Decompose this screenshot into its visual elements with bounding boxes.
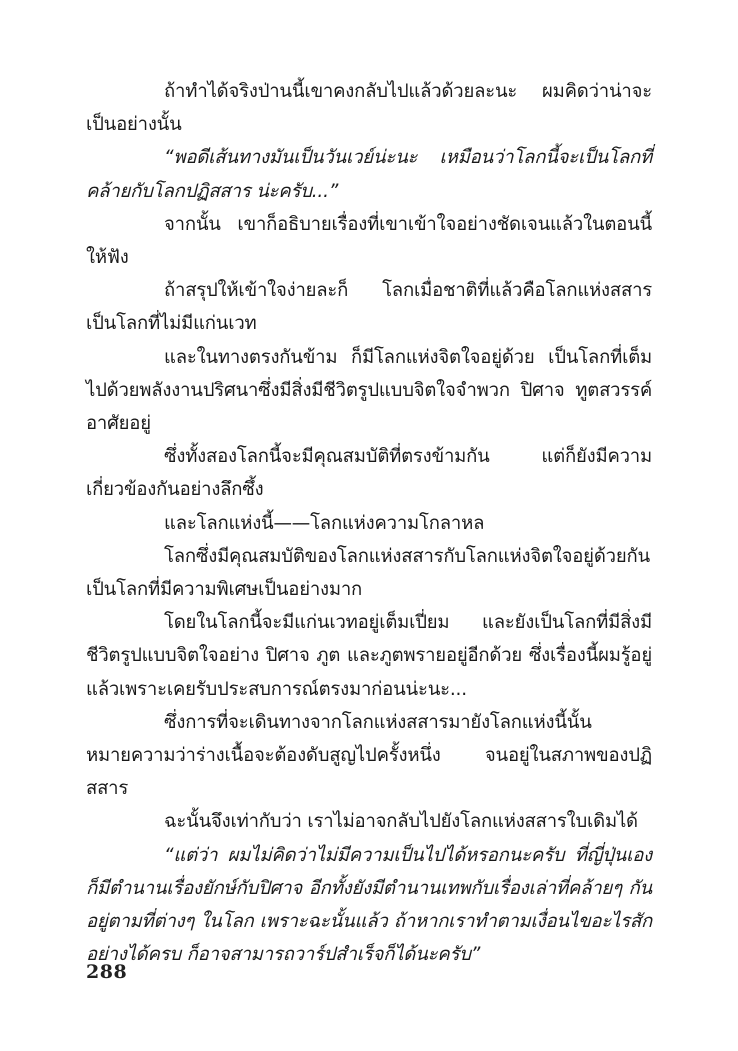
paragraph: จากนั้น เขาก็อธิบายเรื่องที่เขาเข้าใจอย่างชัดเจนแล้วในตอนนี้ให้ฟัง: [86, 213, 652, 269]
paragraph: โดยในโลกนี้จะมีแก่นเวทอยู่เต็มเปี่ยม และยังเป็นโลกที่มีสิ่งมีชีวิตรูปแบบจิตใจอย่าง ปิศาจ ภูต และภูตพรายอยู่อีกด้วย ซึ่งเรื่องนี้ผมรู้อยู่แล้วเพราะเคยรับประสบการณ์ตรงมาก่อนน่ะนะ...: [86, 612, 652, 700]
paragraph: ฉะนั้นจึงเท่ากับว่า เราไม่อาจกลับไปยังโลกแห่งสสารใบเดิมได้: [164, 811, 638, 833]
paragraph: โลกซึ่งมีคุณสมบัติของโลกแห่งสสารกับโลกแห่งจิตใจอยู่ด้วยกันเป็นโลกที่มีความพิเศษเป็นอย่างมาก: [86, 545, 650, 601]
dialogue-paragraph: “พอดีเส้นทางมันเป็นวันเวย์น่ะนะ เหมือนว่าโลกนี้จะเป็นโลกที่คล้ายกับโลกปฏิสสาร น่ะครับ...”: [86, 147, 652, 202]
page-body: [86, 75, 652, 971]
dialogue-paragraph: “แต่ว่า ผมไม่คิดว่าไม่มีความเป็นไปได้หรอกนะครับ ที่ญี่ปุ่นเองก็มีตำนานเรื่องยักษ์กับปิศาจ อีกทั้งยังมีตำนานเทพกับเรื่องเล่าที่คล้ายๆ กันอยู่ตามที่ต่างๆ ในโลก เพราะฉะนั้นแล้ว ถ้าหากเราทำตามเงื่อนไขอะไรสักอย่างได้ครบ ก็อาจสามารถวาร์ปสำเร็จก็ได้นะครับ”: [86, 844, 652, 966]
page-number: 288: [86, 961, 128, 983]
paragraph: และในทางตรงกันข้าม ก็มีโลกแห่งจิตใจอยู่ด้วย เป็นโลกที่เต็มไปด้วยพลังงานปริศนาซึ่งมีสิ่งมีชีวิตรูปแบบจิตใจจำพวก ปิศาจ ทูตสวรรค์อาศัยอยู่: [86, 346, 652, 435]
paragraph: ซึ่งการที่จะเดินทางจากโลกแห่งสสารมายังโลกแห่งนี้นั้นหมายความว่าร่างเนื้อจะต้องดับสูญไปครั้งหนึ่ง จนอยู่ในสภาพของปฏิสสาร: [86, 711, 652, 800]
paragraph: ถ้าทำได้จริงป่านนี้เขาคงกลับไปแล้วด้วยละนะ ผมคิดว่าน่าจะเป็นอย่างนั้น: [86, 81, 652, 136]
paragraph: และโลกแห่งนี้——โลกแห่งความโกลาหล: [164, 512, 485, 534]
paragraph: ถ้าสรุปให้เข้าใจง่ายละก็ โลกเมื่อชาติที่แล้วคือโลกแห่งสสารเป็นโลกที่ไม่มีแก่นเวท: [86, 280, 652, 335]
paragraph: ซึ่งทั้งสองโลกนี้จะมีคุณสมบัติที่ตรงข้ามกัน แต่ก็ยังมีความเกี่ยวข้องกันอย่างลึกซึ้ง: [86, 446, 652, 501]
